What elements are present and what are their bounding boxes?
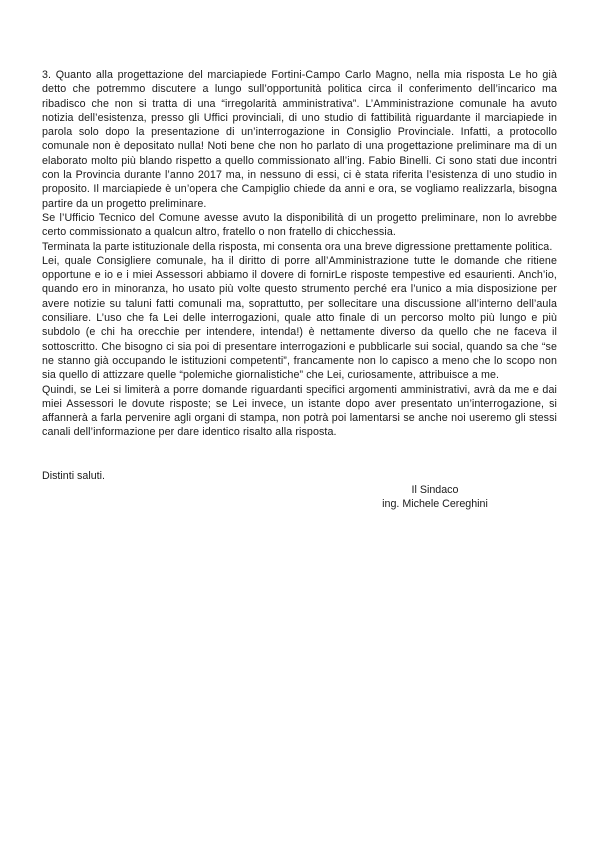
- signature-role: Il Sindaco: [411, 484, 459, 497]
- signature-block: [285, 483, 585, 512]
- paragraph-1: 3. Quanto alla progettazione del marciapiede Fortini-Campo Carlo Magno, nella mia risposta Le ho già detto che potremmo discutere a lungo sull’opportunità politica circa il conferimento dell’incarico ma ribadisco che non si tratta di una “irregolarità amministrativa”. L’Amministrazione comunale ha avuto notizia dell’esistenza, presso gli Uffici provinciali, di uno studio di fattibilità riguardante il marciapiede in parola solo dopo la presentazione di un’interrogazione in Consiglio Provinciale. Infatti, a protocollo comunale non è depositato nulla! Noti bene che non ho parlato di una progettazione preliminare ma di un elaborato molto più blando rispetto a quello commissionato all’ing. Fabio Binelli. Ci sono stati due incontri con la Provincia durante l’anno 2017 ma, in nessuno di essi, ci è stata riferita l’esistenza di uno studio in proposito. Il marciapiede è un’opera che Campiglio chiede da anni e ora, se vogliamo realizzarla, bisogna partire da un progetto preliminare.: [42, 69, 557, 210]
- paragraph-5: Quindi, se Lei si limiterà a porre domande riguardanti specifici argomenti amministrativi, avrà da me e dai miei Assessori le dovute risposte; se Lei invece, un istante dopo aver presentato un’interrogazione, si affannerà a farla pervenire agli organi di stampa, non potrà poi lamentarsi se anche noi useremo gli stessi canali dell’informazione per dare identico risalto alla risposta.: [42, 383, 557, 439]
- paragraph-4: Lei, quale Consigliere comunale, ha il diritto di porre all’Amministrazione tutte le domande che ritiene opportune e io e i miei Assessori abbiamo il dovere di fornirLe risposte tempestive ed esaurienti. Anch’io, quando ero in minoranza, ho usato più volte questo strumento perché era l’unico a mia disposizione per avere notizie su taluni fatti comunali ma, soprattutto, per sollecitare una discussione all’interno dell’aula consiliare. L’uso che fa Lei delle interrogazioni, quale atto finale di un percorso molto più lungo e più subdolo (e chi ha orecchie per intendere, intenda!) è nettamente diverso da quello che ne faceva il sottoscritto. Che bisogno ci sia poi di presentare interrogazioni e pubblicarle sui social, quando sa che “se ne stanno già occupando le istituzioni competenti”, francamente non lo capisco a meno che lo scopo non sia quello di attizzare quelle “polemiche giornalistiche” che Lei, curiosamente, attribuisce a me.: [42, 254, 557, 382]
- letter-body: [42, 68, 557, 512]
- paragraph-2: Se l’Ufficio Tecnico del Comune avesse avuto la disponibilità di un progetto preliminare, non lo avrebbe certo commissionato a qualcun altro, fratello o non fratello di chicchessia.: [42, 211, 557, 239]
- paragraph-3: Terminata la parte istituzionale della risposta, mi consenta ora una breve digressione prettamente politica.: [42, 240, 553, 253]
- closing-salutation: Distinti saluti.: [42, 469, 105, 482]
- signature-name: ing. Michele Cereghini: [382, 498, 488, 511]
